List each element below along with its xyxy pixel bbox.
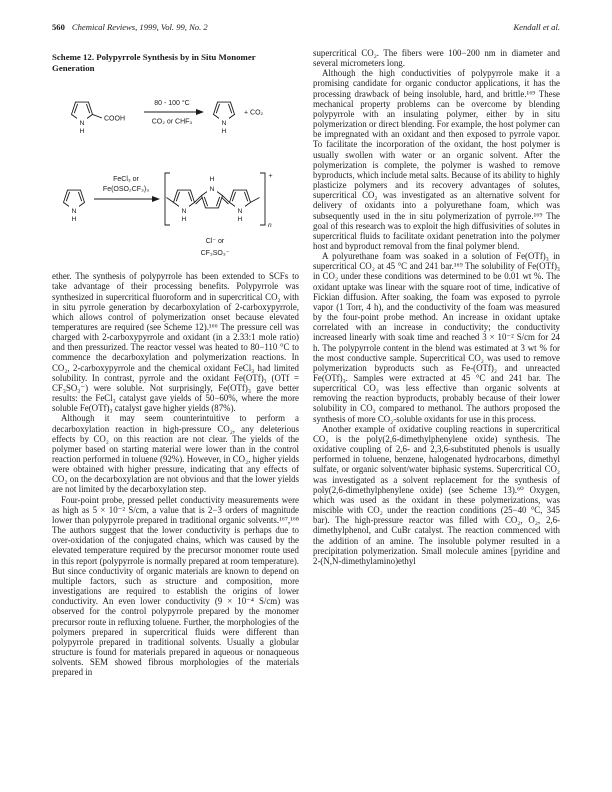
hydrogen-label: H [221,128,227,136]
running-head [52,22,560,32]
nitrogen-label: N [79,120,85,128]
cooh-label: COOH [104,115,125,123]
nitrogen-label: N [221,120,227,128]
pyrrole-product-structure [214,102,264,135]
right-bracket [260,173,265,225]
reaction-conditions-solvent: CO₂ or CHF₃ [151,118,193,126]
page-body [52,48,560,677]
running-head-left [52,22,208,32]
counterion-labels [201,238,230,257]
reaction-arrow-1 [144,99,204,126]
hydrogen-label: H [79,128,85,136]
reaction-conditions-temperature: 80 - 100 °C [154,100,190,108]
hydrogen-label: H [71,216,77,224]
hydrogen-label: H [181,216,187,224]
counterion-label-1: Cl⁻ or [205,238,225,246]
scheme-12-artwork [52,75,294,265]
oxidant-label-2: Fe(OSO₂CF₃)₃ [102,186,150,194]
cation-charge-label: + [268,173,273,181]
reaction-arrow-2 [94,176,160,202]
running-head-authors: Kendall et al. [513,22,560,32]
repeat-unit-label: n [268,222,272,230]
body-paragraph: supercritical CO₂. The fibers were 100−200 nm in diameter and several micrometers long. [313,48,560,69]
body-paragraph: Although the high conductivities of polypyrrole make it a promising candidate for organic conductor applications, it has the processing drawback of being insoluble, hard, and brittle.¹⁶⁹ These mechanical property problems can be overcome by blending polypyrrole with an insulating polymer, either by in situ polymerization or direct blending. For example, the host polymer can be impregnated with an oxidant and then exposed to pyrrole vapor. To facilitate the incorporation of the oxidant, the host polymer is usually swollen with water or an organic solvent. After the polymerization is complete, the polymer is washed to remove byproducts, which include metal salts. Because of its ability to highly plasticize polymers and its recovery advantages of solutes, supercritical CO₂ was investigated as an alternative solvent for delivery of oxidants into a polyurethane foam, which was subsequently used in the in situ polymerization of pyrrole.¹⁶⁹ The goal of this research was to exploit the high diffusivities of solutes in supercritical fluids to facilitate oxidant penetration into the polymer host and byproduct removal from the final polymer blend. [313,68,560,251]
counterion-label-2: CF₃SO₃⁻ [200,250,230,258]
scheme-title: Scheme 12. Polypyrrole Synthesis by in Situ Monomer Generation [52,52,256,73]
nitrogen-label: N [237,208,243,216]
co2-coproduct-label: + CO₂ [244,109,264,117]
nitrogen-label: N [71,208,77,216]
hydrogen-label: H [237,216,243,224]
left-column [52,48,299,677]
body-paragraph: ether. The synthesis of polypyrrole has been extended to SCFs to take advantage of their processing benefits. Polypyrrole was synthesized in supercritical fluoroform and in supercritical CO₂ with in situ pyrrole generation by decarboxylation of 2-carboxypyrrole, which allows control of polymerization onset because elevated temperatures are required (see Scheme 12).¹⁶⁶ The pressure cell was charged with 2-carboxypyrrole and oxidant (in a 2.33:1 mole ratio) and then pressurized. The reactor vessel was heated to 80−110 °C to commence the decarboxylation and polymerization reactions. In CO₂, 2-carboxypyrrole and the chemical oxidant FeCl₃ had limited solubility. In contrast, pyrrole and the oxidant Fe(OTf)₃ (OTf = CF₃SO₃⁻) were soluble. Not surprisingly, Fe(OTf)₃ gave better results: the FeCl₃ catalyst gave yields of 50−60%, where the more soluble Fe(OTf)₃ catalyst gave higher yields (87%). [52,271,299,414]
right-column [313,48,560,677]
page-number: 560 [52,22,65,32]
hydrogen-label: H [209,176,215,184]
body-paragraph: Four-point probe, pressed pellet conductivity measurements were as high as 5 × 10⁻² S/cm, a value that is 2−3 orders of magnitude lower than polypyrrole prepared in traditional organic solvents.¹⁶⁷,¹⁶⁸ The authors suggest that the lower conductivity is perhaps due to over-oxidation of the conjugated chains, which was caused by the elevated temperature required by the precursor monomer route used in this report (polypyrrole is normally prepared at room temperature). But since conductivity of organic materials are known to depend on multiple factors, such as structure and composition, more investigations are required to establish the origins of lower conductivity. An even lower conductivity (9 × 10⁻⁴ S/cm) was observed for the control polypyrrole prepared by the monomer precursor route in refluxing toluene. Further, the morphologies of the polymers prepared in supercritical fluids were different than polypyrrole prepared in traditional solvents. Usually a globular structure is found for materials prepared in aqueous or nonaqueous solvents. SEM showed fibrous morphologies of the materials prepared in [52,494,299,678]
polypyrrole-repeat-unit [165,173,273,229]
body-paragraph: Although it may seem counterintuitive to perform a decarboxylation reaction in high-pressure CO₂, any deleterious effects by CO₂ on this reaction are not clear. The yields of the polymer based on starting material were lower than in the control reaction performed in toluene (92%). However, in CO₂, higher yields were obtained with higher pressure, indicating that any effects of CO₂ on the decarboxylation are not obvious and that the lower yields are not limited by the decarboxylation step. [52,413,299,495]
pyrrole-monomer-structure [64,190,85,223]
journal-citation: Chemical Reviews, 1999, Vol. 99, No. 2 [71,22,208,32]
nitrogen-label: N [209,185,215,193]
body-paragraph: A polyurethane foam was soaked in a solution of Fe(OTf)₃ in supercritical CO₂ at 45 °C and 241 bar.¹⁶⁹ The solubility of Fe(OTf)₃ in CO₂ under these conditions was determined to be 0.01 wt %. The oxidant uptake was linear with the square root of time, indicative of Fickian diffusion. After soaking, the foam was exposed to pyrrole vapor (1 Torr, 4 h), and the conductivity of the foam was measured by the four-point probe method. An increase in oxidant uptake correlated with an increase in conductivity; the conductivity increased linearly with soak time and reached 3 × 10⁻² S/cm for 24 h. The polypyrrole content in the blend was estimated at 3 wt % for the most conductive sample. Supercritical CO₂ was used to remove polymerization byproducts such as Fe-(OTf)₂ and unreacted Fe(OTf)₃. Samples were extracted at 45 °C and 241 bar. The supercritical CO₂ was less effective than organic solvents at removing the reaction byproducts, probably because of their lower solubility in CO₂ compared to methanol. The authors proposed the synthesis of more CO₂-soluble oxidants for use in this process. [313,251,560,424]
nitrogen-label: N [181,208,187,216]
body-paragraph: Another example of oxidative coupling reactions in supercritical CO₂ is the poly(2,6-dimethylphenylene oxide) synthesis. The oxidative coupling of 2,6- and 2,3,6-substituted phenols is usually performed in toluene, benzene, halogenated hydrocarbons, dimethyl sulfate, or organic solvent/water biphasic systems. Supercritical CO₂ was investigated as a solvent replacement for the synthesis of poly(2,6-dimethylphenylene oxide) (see Scheme 13).⁶⁰ Oxygen, which was used as the oxidant in these polymerizations, was miscible with CO₂ under the reaction conditions (25−40 °C, 345 bar). The high-pressure reactor was filled with CO₂, O₂, 2,6-dimethylphenol, and CuBr catalyst. The reaction commenced with the addition of an amine. The insoluble polymer resulted in a precipitation polymerization. Small molecule amines [pyridine and 2-(N,N-dimethylamino)ethyl [313,423,560,566]
pyrrole-cooh-structure [72,102,126,135]
oxidant-label-1: FeCl₃ or [113,176,139,184]
